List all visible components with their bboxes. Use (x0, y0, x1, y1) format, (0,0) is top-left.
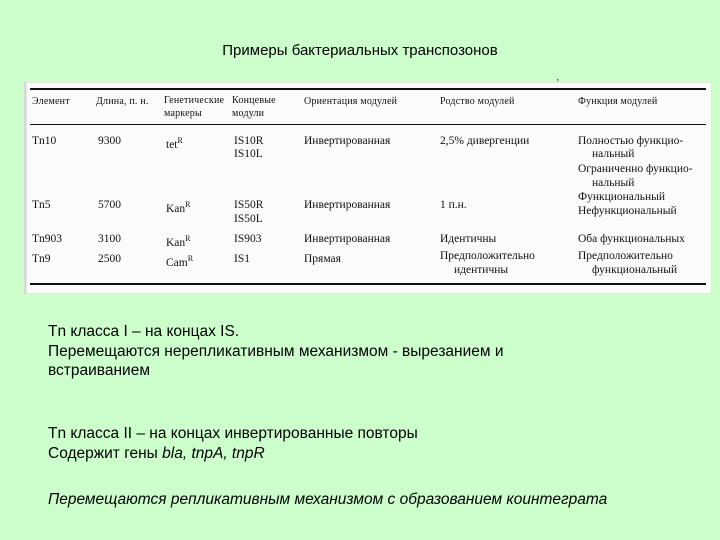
row-tn5-module-1: IS50R (234, 199, 264, 211)
row-tn5-function-2: Нефункциональный (578, 205, 677, 217)
row-tn10-function-4: нальный (592, 177, 635, 189)
row-tn10-module-2: IS10L (234, 148, 263, 160)
header-modules-2: модули (232, 108, 265, 119)
row-tn5-function-1: Функциональный (578, 191, 666, 203)
row-tn9-module: IS1 (234, 253, 250, 265)
row-tn903-module: IS903 (234, 233, 262, 245)
row-tn903-element: Tn903 (32, 233, 63, 245)
resistance-superscript: R (185, 200, 191, 209)
page-title: Примеры бактериальных транспозонов (222, 42, 498, 59)
table-bottom-rule (30, 283, 706, 285)
class1-line-2: Перемещаются нерепликативным механизмом - вырезанием и (48, 343, 504, 360)
header-modules: Концевые (232, 95, 276, 106)
row-tn5-orientation: Инвертированная (304, 199, 391, 211)
row-tn9-kinship-1: Предположительно (440, 250, 535, 262)
header-markers: Генетические (164, 95, 225, 106)
row-tn10-element: Tn10 (32, 135, 57, 147)
header-orientation: Ориентация модулей (304, 96, 398, 107)
row-tn903-kinship: Идентичны (440, 233, 497, 245)
row-tn10-marker: tet$^R$ (166, 136, 183, 151)
replicative-note: Перемещаются репликативным механизмом с образованием коинтеграта (48, 491, 608, 508)
class2-genes: bla, tnpA, tnpR (162, 445, 265, 462)
row-tn5-kinship: 1 п.н. (440, 199, 467, 211)
scan-mark: ’ (556, 78, 560, 89)
class1-line-3: встраиванием (48, 362, 150, 379)
header-length: Длина, п. н. (96, 96, 149, 107)
header-function: Функция модулей (578, 96, 658, 107)
table-top-rule (30, 88, 706, 90)
row-tn903-marker: Kan$^R$ (166, 234, 191, 249)
row-tn9-function-2: функциональный (592, 264, 678, 276)
row-tn10-orientation: Инвертированная (304, 135, 391, 147)
transposon-table-image (24, 78, 712, 294)
row-tn903-function: Оба функциональных (578, 233, 685, 245)
row-tn10-length: 9300 (98, 135, 121, 147)
row-tn5-element: Tn5 (32, 199, 51, 211)
row-tn10-kinship: 2,5% дивергенции (440, 135, 530, 147)
class2-line-2-prefix: Содержит гены (48, 445, 163, 462)
row-tn9-marker: Cam$^R$ (166, 254, 194, 269)
row-tn9-length: 2500 (98, 253, 121, 265)
resistance-superscript: R (187, 254, 194, 263)
resistance-superscript: R (177, 136, 183, 145)
header-element: Элемент (32, 96, 70, 107)
row-tn5-marker: Kan$^R$ (166, 200, 191, 215)
row-tn903-orientation: Инвертированная (304, 233, 391, 245)
row-tn9-kinship-2: идентичны (454, 264, 509, 276)
class1-line-1: Tn класса I – на концах IS. (48, 323, 240, 340)
row-tn9-function-1: Предположительно (578, 250, 673, 262)
row-tn10-function-1: Полностью функцио- (578, 135, 684, 147)
row-tn5-module-2: IS50L (234, 213, 263, 225)
row-tn903-length: 3100 (98, 233, 121, 245)
row-tn5-length: 5700 (98, 199, 121, 211)
row-tn10-function-3: Ограниченно функцио- (578, 163, 693, 175)
row-tn10-module-1: IS10R (234, 135, 264, 147)
row-tn10-function-2: нальный (592, 148, 635, 160)
header-markers-2: маркеры (164, 108, 202, 119)
header-kinship: Родство модулей (440, 96, 515, 107)
row-tn9-element: Tn9 (32, 253, 51, 265)
class2-line-1: Tn класса II – на концах инвертированные повторы (48, 425, 418, 442)
class2-line-2 (48, 444, 265, 463)
table-header-rule (30, 124, 706, 125)
resistance-superscript: R (185, 234, 191, 243)
row-tn9-orientation: Прямая (304, 253, 341, 265)
